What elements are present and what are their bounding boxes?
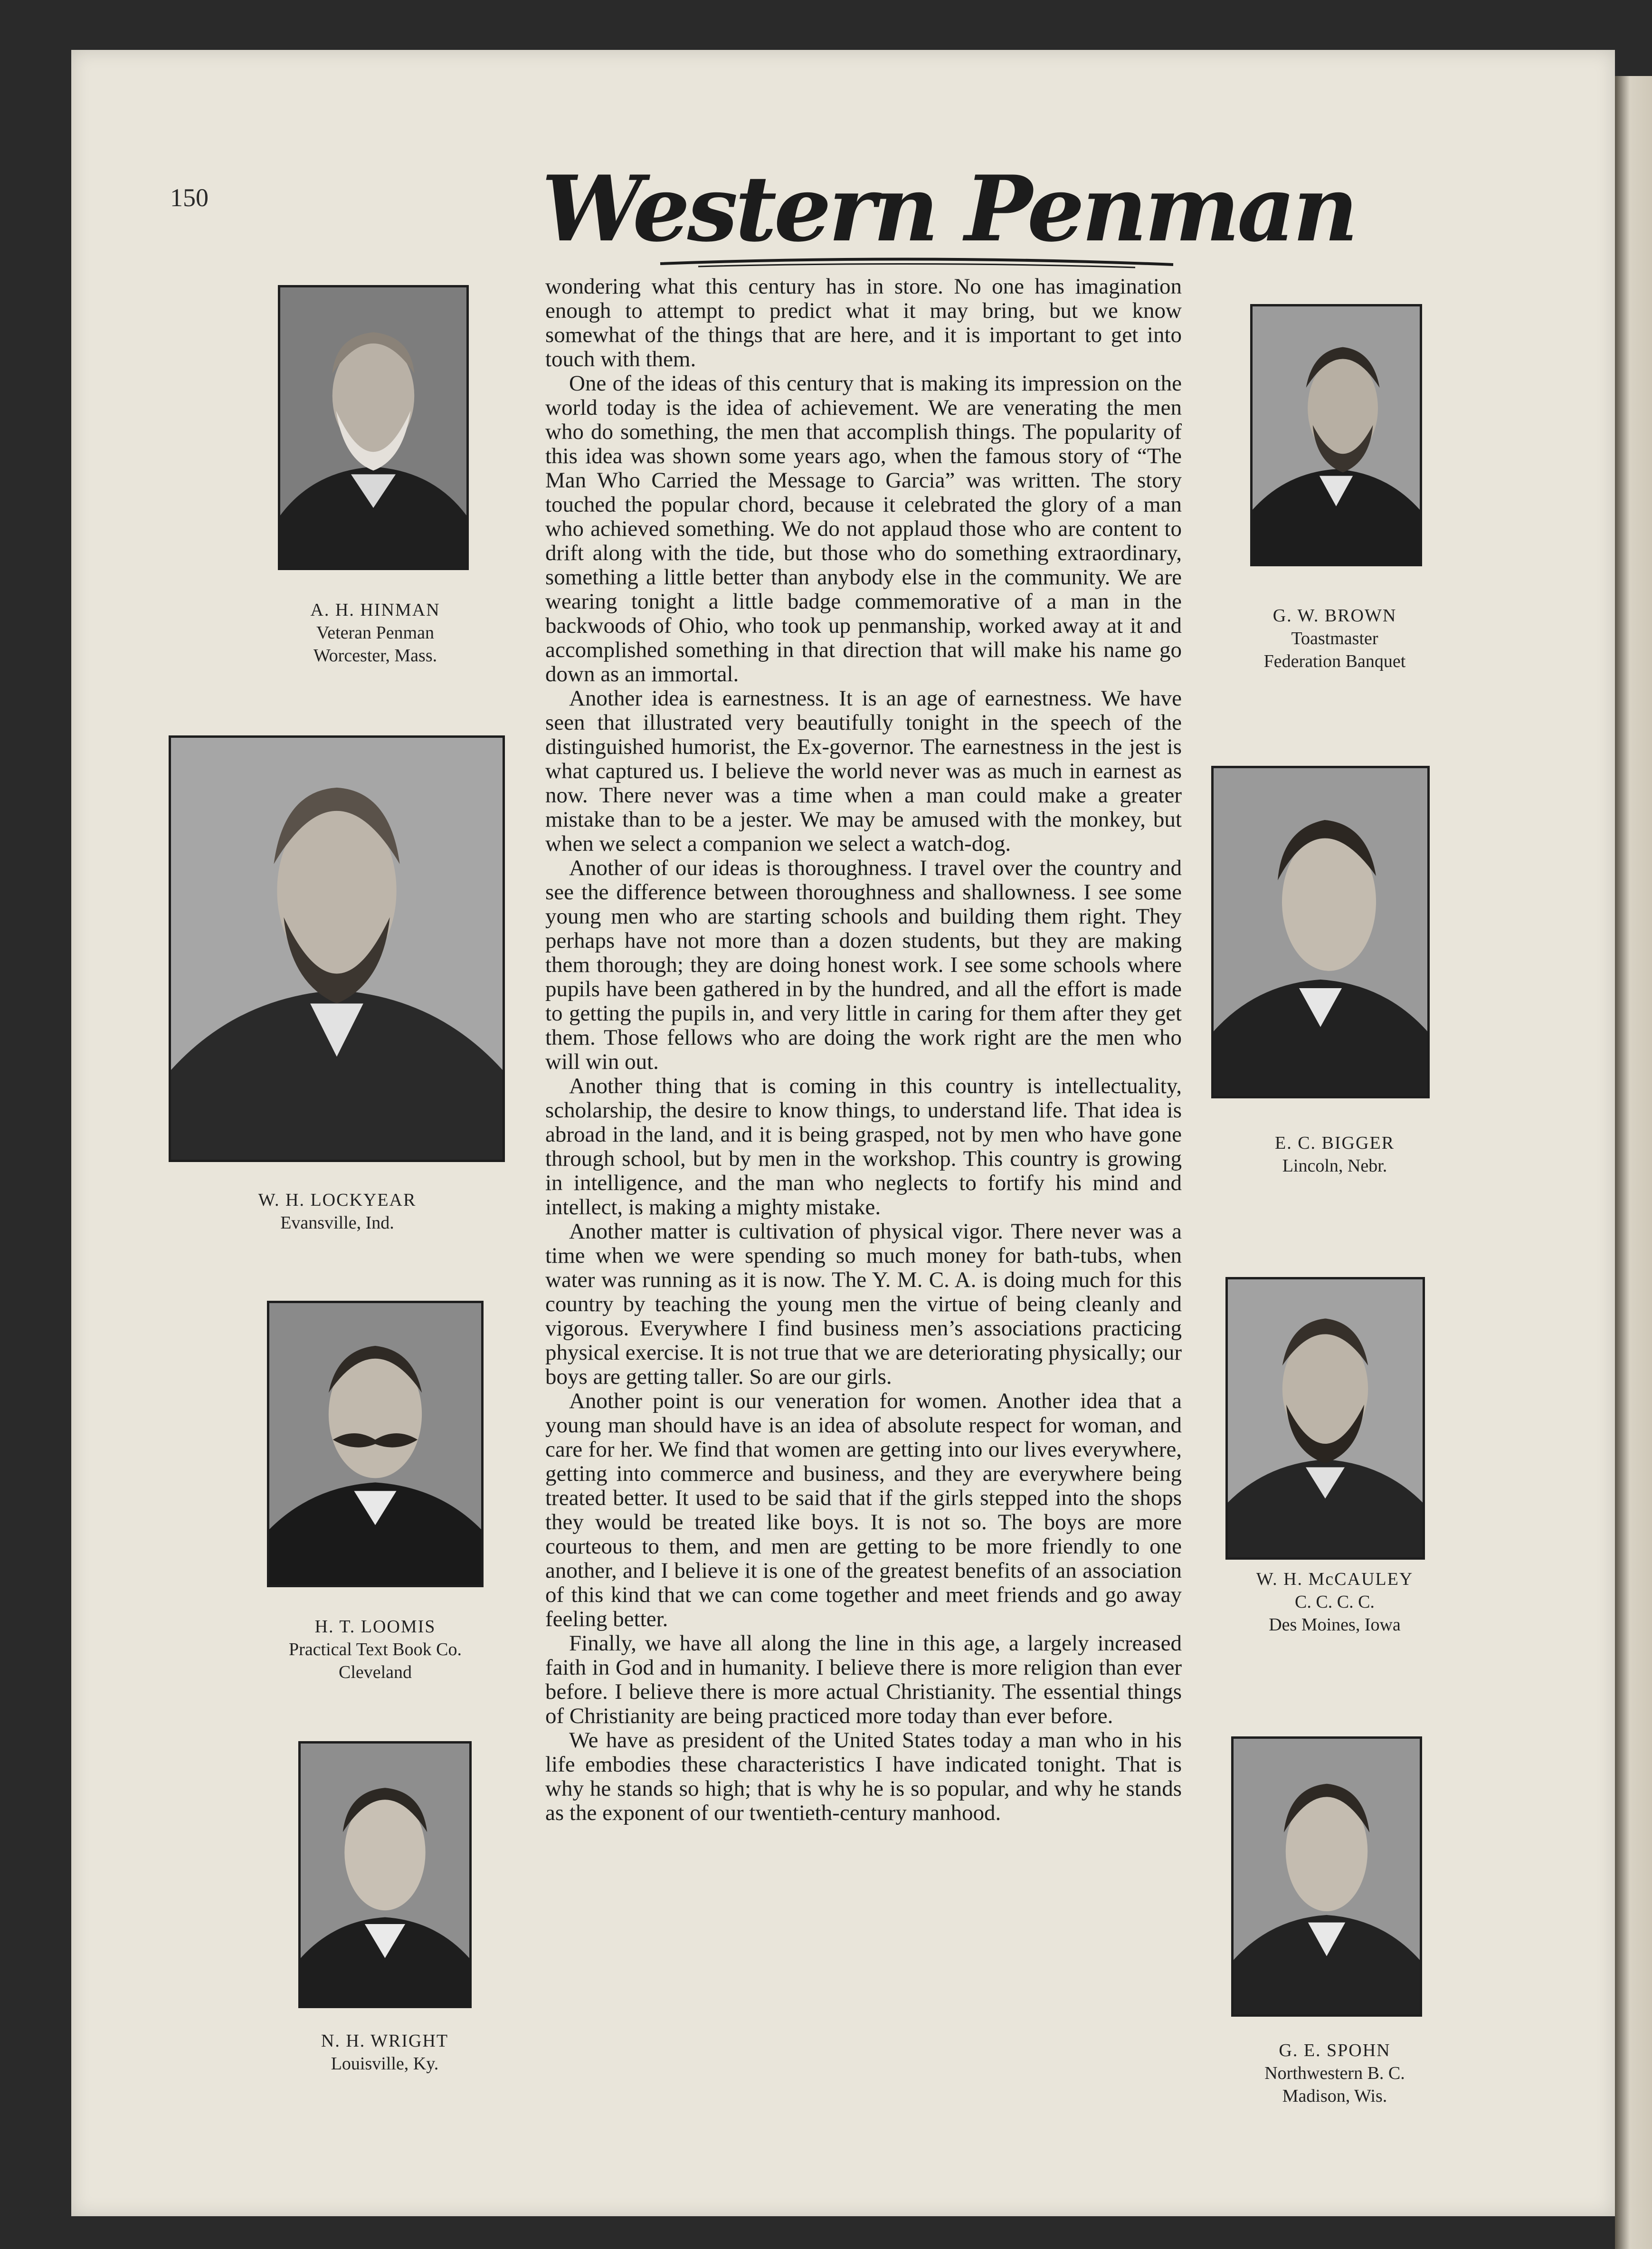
caption-bigger [1216,1132,1453,1177]
caption-detail: Practical Text Book Co. [289,1639,462,1659]
article-body [545,275,1182,2108]
caption-name: E. C. BIGGER [1275,1133,1395,1153]
portrait-photo-lockyear [169,735,505,1162]
caption-detail: Evansville, Ind. [280,1213,394,1233]
caption-brown [1216,604,1453,673]
portrait-photo-mccauley [1225,1277,1425,1560]
caption-name: H. T. LOOMIS [314,1617,436,1637]
caption-name: A. H. HINMAN [310,600,440,620]
caption-lockyear [199,1189,475,1234]
caption-detail: Des Moines, Iowa [1269,1615,1401,1635]
article-paragraph: wondering what this century has in store. No one has imagination enough to attempt to predict what it may bring, but we know somewhat of the things that are here, and it is important to get into touch with them. [545,274,1182,372]
portrait-photo-brown [1250,304,1422,566]
caption-name: N. H. WRIGHT [321,2031,449,2051]
page-number: 150 [170,183,209,212]
article-paragraph: Another matter is cultivation of physical vigor. There never was a time when we were spending so much money for bath-tubs, when water was running as it is now. The Y. M. C. A. is doing much for this country by teaching the young men the virtue of being cleanly and vigorous. Everywhere I find business men’s associations practicing physical exercise. It is not true that we are deteriorating physically; our boys are getting taller. So are our girls. [545,1219,1182,1389]
caption-wright [252,2030,518,2075]
masthead-flourish-icon [660,254,1173,273]
caption-detail: Louisville, Ky. [331,2054,439,2074]
article-paragraph: Another point is our veneration for women. Another idea that a young man should have is an idea of absolute respect for woman, and care for her. We find that women are getting into our lives everywhere, getting into commerce and business, and they are everywhere being treated better. It used to be said that if the girls stepped into the shops they would be treated like boys. It is not so. The boys are more courteous to them, and men are getting to be more friendly to one another, and I believe it is one of the greatest benefits of an association of this kind that we can come together and meet friends and go away feeling better. [545,1389,1182,1631]
portrait-photo-loomis [267,1301,484,1587]
caption-name: G. W. BROWN [1272,606,1397,626]
caption-loomis [237,1615,513,1684]
caption-detail: Veteran Penman [316,623,434,643]
caption-mccauley [1206,1568,1463,1636]
facing-page-edge [1615,76,1652,2249]
article-paragraph: We have as president of the United States today a man who in his life embodies these characteristics I have indicated tonight. That is why he stands so high; that is why he is so popular, and why he stands as the exponent of our twentieth-century manhood. [545,1728,1182,1825]
caption-spohn [1206,2039,1463,2107]
caption-detail: Madison, Wis. [1282,2086,1387,2106]
caption-name: W. H. LOCKYEAR [258,1190,417,1210]
masthead [541,156,1356,276]
portrait-photo-wright [298,1741,472,2008]
caption-name: W. H. McCAULEY [1256,1569,1414,1589]
caption-detail: Lincoln, Nebr. [1282,1156,1387,1176]
portrait-photo-spohn [1231,1736,1422,2017]
portrait-photo-hinman [278,285,469,570]
caption-detail: Northwestern B. C. [1264,2063,1405,2083]
caption-detail: Toastmaster [1291,629,1378,648]
caption-name: G. E. SPOHN [1279,2040,1391,2060]
masthead-title: Western Penman [541,156,1356,262]
article-paragraph: One of the ideas of this century that is making its impression on the world today is the idea of achievement. We are venerating the men who do something, the men that accomplish things. The popularity of this idea was shown some years ago, when the famous story of “The Man Who Carried the Message to Garcia” was written. The story touched the popular chord, because it celebrated the glory of a man who achieved something. We do not applaud those who are content to drift along with the tide, but those who do something extraordinary, something a little better than anybody else in the community. We are wearing tonight a little badge commemorative of a man in the backwoods of Ohio, who took up penmanship, worked away at it and accomplished something in that direction that will make his name go down as an immortal. [545,371,1182,686]
article-paragraph: Another idea is earnestness. It is an age of earnestness. We have seen that illustrated very beautifully tonight in the speech of the distinguished humorist, the Ex-governor. The earnestness in the jest is what captured us. I believe the world never was as much in earnest as now. There never was a time when a man could make a greater mistake than to be a jester. We may be amused with the monkey, but when we select a companion we select a watch-dog. [545,686,1182,856]
caption-hinman [285,599,465,667]
article-paragraph: Another thing that is coming in this country is intellectuality, scholarship, the desire to know things, to understand life. That idea is abroad in the land, and it is being grasped, not by men who have gone through school, but by men in the workshop. This country is growing in intelligence, and the man who neglects to fortify his mind and intellect, is making a mighty mistake. [545,1074,1182,1220]
caption-detail: Worcester, Mass. [313,646,437,666]
caption-detail: Cleveland [338,1662,412,1682]
article-paragraph: Finally, we have all along the line in this age, a largely increased faith in God and in humanity. I believe there is more religion than ever before. I believe there is more actual Christianity. The essential things of Christianity are being practiced more today than ever before. [545,1631,1182,1728]
caption-detail: Federation Banquet [1263,651,1406,671]
caption-detail: C. C. C. C. [1295,1592,1375,1612]
portrait-photo-bigger [1211,766,1430,1098]
article-paragraph: Another of our ideas is thoroughness. I travel over the country and see the difference between thoroughness and shallowness. I see some young men who are starting schools and building them right. They perhaps have not more than a dozen students, but they are making them thorough; they are doing honest work. I see some schools where pupils have been gathered in by the hundred, and all the effort is made to getting the pupils in, and very little in caring for them after they get them. Those fellows who are doing the work right are the men who will win out. [545,856,1182,1074]
